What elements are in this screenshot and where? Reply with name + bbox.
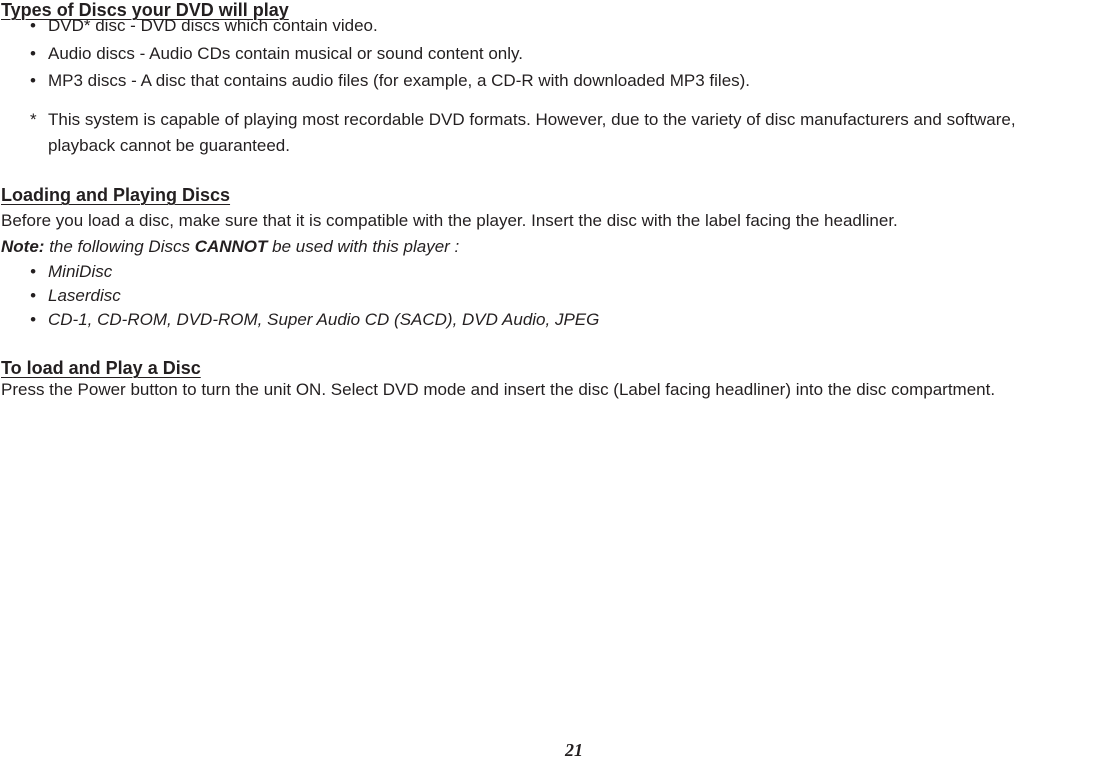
note-text: be used with this player : bbox=[272, 237, 460, 256]
note-label: Note: bbox=[1, 237, 45, 256]
bullet-dot: • bbox=[30, 286, 36, 305]
bullet-dot: • bbox=[30, 16, 36, 35]
footnote-marker: * bbox=[30, 110, 37, 129]
section-heading-disc-types: Types of Discs your DVD will play bbox=[1, 0, 289, 20]
bullet-dot: • bbox=[30, 71, 36, 90]
list-item: Laserdisc bbox=[48, 286, 121, 305]
list-item: Audio discs - Audio CDs contain musical or sound content only. bbox=[48, 44, 523, 63]
section-heading-loading-playing: Loading and Playing Discs bbox=[1, 185, 231, 205]
note-line bbox=[1, 237, 459, 257]
note-text: the following Discs bbox=[49, 237, 190, 256]
footnote-line: This system is capable of playing most recordable DVD formats. However, due to the variety of disc manufacturers and software, bbox=[48, 110, 1016, 129]
page-number: 21 bbox=[565, 740, 583, 760]
paragraph: Before you load a disc, make sure that it is compatible with the player. Insert the disc with the label facing the headliner. bbox=[1, 211, 898, 230]
list-item: MP3 discs - A disc that contains audio files (for example, a CD-R with downloaded MP3 files). bbox=[48, 71, 751, 90]
bullet-dot: • bbox=[30, 44, 36, 63]
paragraph: Press the Power button to turn the unit ON. Select DVD mode and insert the disc (Label facing headliner) into the disc compartment. bbox=[1, 380, 996, 399]
list-item: DVD* disc - DVD discs which contain video. bbox=[48, 16, 378, 35]
list-item: CD-1, CD-ROM, DVD-ROM, Super Audio CD (SACD), DVD Audio, JPEG bbox=[48, 310, 600, 329]
note-emphasis: CANNOT bbox=[194, 237, 268, 256]
footnote-line: playback cannot be guaranteed. bbox=[48, 136, 290, 155]
section-heading-load-play: To load and Play a Disc bbox=[1, 358, 201, 378]
bullet-dot: • bbox=[30, 262, 36, 281]
bullet-dot: • bbox=[30, 310, 36, 329]
list-item: MiniDisc bbox=[48, 262, 113, 281]
